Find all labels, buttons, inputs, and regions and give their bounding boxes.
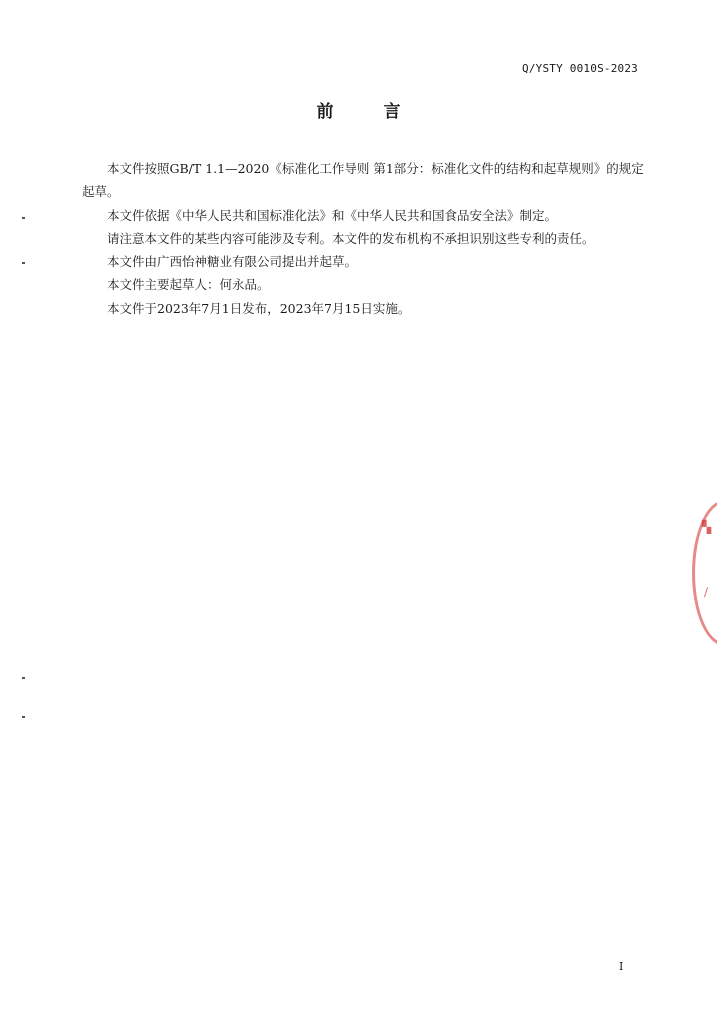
paragraph-patent-notice: 请注意本文件的某些内容可能涉及专利。本文件的发布机构不承担识别这些专利的责任。	[107, 230, 595, 246]
paragraph-legal-basis: 本文件依据《中华人民共和国标准化法》和《中华人民共和国食品安全法》制定。	[107, 207, 558, 223]
page-number: I	[619, 960, 624, 973]
paragraph-proposer: 本文件由广西怡神糖业有限公司提出并起草。	[107, 254, 358, 270]
seal-mark: ∕	[704, 585, 709, 599]
paragraph-drafter: 本文件主要起草人：何永品。	[107, 277, 270, 293]
document-code: Q/YSTY 0010S-2023	[522, 62, 638, 75]
foreword-body	[82, 157, 654, 320]
scan-mark	[22, 217, 25, 219]
paragraph-dates: 本文件于2023年7月1日发布，2023年7月15日实施。	[107, 300, 411, 316]
paragraph-drafting-rules: 本文件按照GB/T 1.1—2020《标准化工作导则 第1部分：标准化文件的结构和起草规则》的规定起草。	[82, 161, 644, 200]
scan-mark	[22, 262, 25, 264]
seal-mark: ▚	[702, 520, 712, 534]
page-title: 前 言	[316, 102, 423, 122]
scan-mark	[22, 677, 25, 679]
scan-mark	[22, 716, 25, 718]
